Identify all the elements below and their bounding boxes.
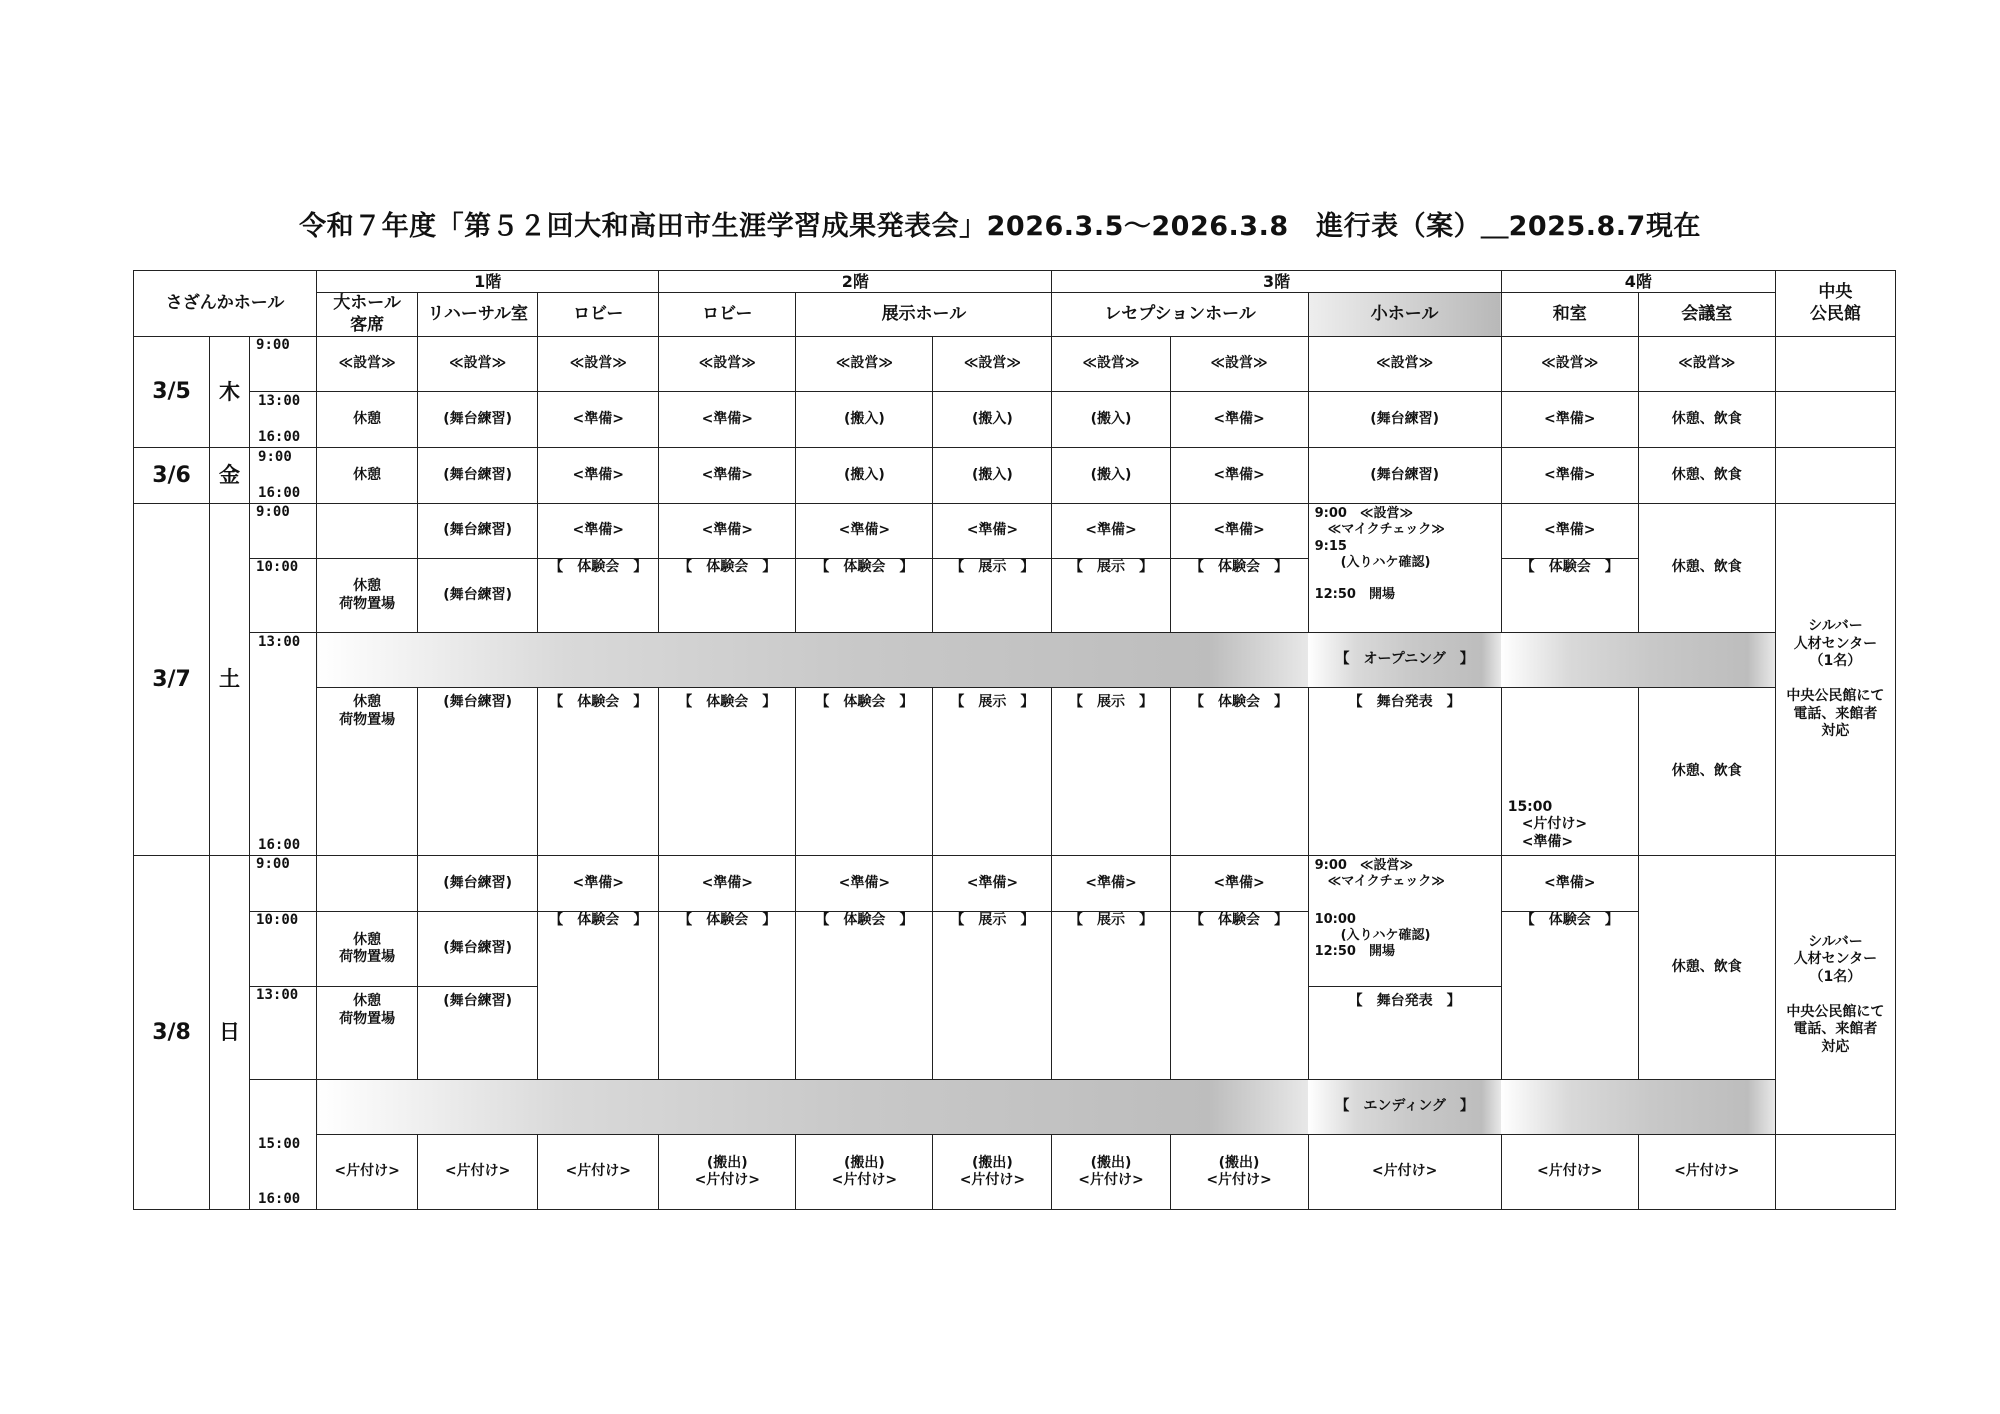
cell: 【 舞台発表 】 xyxy=(1308,688,1501,856)
cell: 休憩、飲食 xyxy=(1638,856,1775,1080)
small-hall-setup: 9:00 ≪設営≫ ≪マイクチェック≫ xyxy=(1308,856,1501,912)
cell: <準備> xyxy=(1170,448,1308,504)
cell: 【 体験会 】 xyxy=(796,688,933,856)
cell: ≪設営≫ xyxy=(1052,337,1170,392)
cell: <準備> xyxy=(659,856,796,912)
cell: 【 体験会 】 xyxy=(1501,559,1638,633)
cell: 【 体験会 】 xyxy=(659,688,796,856)
time-range xyxy=(250,448,317,504)
cell: (搬入) xyxy=(1052,392,1170,448)
floor-4-header: 4階 xyxy=(1501,271,1775,293)
cell: ≪設営≫ xyxy=(1638,337,1775,392)
time-label: 16:00 xyxy=(258,484,301,501)
day-date: 3/5 xyxy=(134,337,210,448)
day-date: 3/7 xyxy=(134,504,210,856)
cell: (搬入) xyxy=(933,448,1052,504)
cell xyxy=(1775,1135,1895,1210)
cell: (搬出) <片付け> xyxy=(796,1135,933,1210)
cell: (舞台練習) xyxy=(418,856,538,912)
cell: 休憩 xyxy=(317,448,418,504)
small-hall-morning-schedule: 10:00 (入りハケ確認) 12:50 開場 xyxy=(1308,912,1501,987)
time-label: 13:00 xyxy=(250,987,317,1080)
cell: <準備> xyxy=(538,392,659,448)
time-spacer xyxy=(250,1080,317,1135)
cell: ≪設営≫ xyxy=(1308,337,1501,392)
silver-center-note: シルバー 人材センター （1名） 中央公民館にて 電話、来館者 対応 xyxy=(1775,504,1895,856)
cell: 【 体験会 】 xyxy=(1501,912,1638,1080)
cell: <片付け> xyxy=(418,1135,538,1210)
time-label: 16:00 xyxy=(258,836,301,853)
cell: 【 展示 】 xyxy=(1052,559,1170,633)
cell: 【 体験会 】 xyxy=(796,559,933,633)
cell: 【 舞台発表 】 xyxy=(1308,987,1501,1080)
time-label: 9:00 xyxy=(250,337,317,392)
room-lobby-2f: ロビー xyxy=(659,293,796,337)
room-rehearsal: リハーサル室 xyxy=(418,293,538,337)
cell: (舞台練習) xyxy=(418,987,538,1080)
cell: <準備> xyxy=(1501,448,1638,504)
cell: <準備> xyxy=(1170,392,1308,448)
cell: 休憩 荷物置場 xyxy=(317,987,418,1080)
cell: <準備> xyxy=(1501,392,1638,448)
floor-2-header: 2階 xyxy=(659,271,1052,293)
cell: (舞台練習) xyxy=(418,688,538,856)
cell: <準備> xyxy=(659,504,796,559)
cell: (搬出) <片付け> xyxy=(933,1135,1052,1210)
cell: <片付け> xyxy=(538,1135,659,1210)
washitsu-afternoon-schedule: 15:00 <片付け> <準備> xyxy=(1501,688,1638,856)
room-lobby-1f: ロビー xyxy=(538,293,659,337)
cell: (舞台練習) xyxy=(418,559,538,633)
time-label: 13:00 xyxy=(258,393,301,409)
cell: 【 体験会 】 xyxy=(538,688,659,856)
cell: 【 展示 】 xyxy=(933,912,1052,1080)
cell: <準備> xyxy=(538,504,659,559)
cell xyxy=(1775,337,1895,392)
time-label: 13:00 xyxy=(258,634,301,650)
cell: <準備> xyxy=(933,504,1052,559)
page-title: 令和７年度「第５２回大和高田市生涯学習成果発表会」2026.3.5～2026.3.8 進行表（案）＿2025.8.7現在 xyxy=(299,211,1701,242)
cell: ≪設営≫ xyxy=(796,337,933,392)
cell: <片付け> xyxy=(1501,1135,1638,1210)
cell: <準備> xyxy=(1170,504,1308,559)
cell: 休憩、飲食 xyxy=(1638,392,1775,448)
cell: <準備> xyxy=(659,392,796,448)
cell: <準備> xyxy=(1052,856,1170,912)
cell: 【 展示 】 xyxy=(933,559,1052,633)
cell: <準備> xyxy=(1052,504,1170,559)
floor-1-header: 1階 xyxy=(317,271,659,293)
cell: <準備> xyxy=(933,856,1052,912)
cell: 【 体験会 】 xyxy=(1170,688,1308,856)
cell: 【 体験会 】 xyxy=(796,912,933,1080)
cell: <準備> xyxy=(538,448,659,504)
day-weekday: 日 xyxy=(210,856,250,1210)
ending-label: 【 エンディング 】 xyxy=(1308,1080,1501,1135)
room-kaigishitsu: 会議室 xyxy=(1638,293,1775,337)
cell: (搬出) <片付け> xyxy=(659,1135,796,1210)
schedule-table xyxy=(133,270,1896,1210)
time-label: 9:00 xyxy=(258,449,292,465)
cell: 【 体験会 】 xyxy=(538,559,659,633)
opening-label: 【 オープニング 】 xyxy=(1308,633,1501,688)
cell: (舞台練習) xyxy=(1308,392,1501,448)
cell: <片付け> xyxy=(1308,1135,1501,1210)
cell: ≪設営≫ xyxy=(418,337,538,392)
cell: 休憩、飲食 xyxy=(1638,448,1775,504)
chuo-kominkan-header: 中央 公民館 xyxy=(1775,271,1895,337)
ending-band xyxy=(1501,1080,1775,1135)
ending-band xyxy=(317,1080,1308,1135)
cell: 休憩 荷物置場 xyxy=(317,912,418,987)
cell: 【 体験会 】 xyxy=(1170,559,1308,633)
time-label: 9:00 xyxy=(250,504,317,559)
cell: 【 体験会 】 xyxy=(659,559,796,633)
venue-header: さざんかホール xyxy=(134,271,317,337)
time-label: 16:00 xyxy=(258,428,301,445)
cell: ≪設営≫ xyxy=(659,337,796,392)
cell: 【 体験会 】 xyxy=(659,912,796,1080)
cell: 【 展示 】 xyxy=(933,688,1052,856)
room-reception-hall: レセプションホール xyxy=(1052,293,1308,337)
cell: ≪設営≫ xyxy=(538,337,659,392)
cell xyxy=(1775,392,1895,448)
cell: (舞台練習) xyxy=(418,448,538,504)
day-weekday: 金 xyxy=(210,448,250,504)
room-tenji-hall: 展示ホール xyxy=(796,293,1052,337)
floor-3-header: 3階 xyxy=(1052,271,1501,293)
cell: 休憩、飲食 xyxy=(1638,688,1775,856)
cell: (搬出) <片付け> xyxy=(1170,1135,1308,1210)
room-daihall: 大ホール 客席 xyxy=(317,293,418,337)
cell: 【 体験会 】 xyxy=(538,912,659,1080)
cell: <準備> xyxy=(538,856,659,912)
cell: 休憩、飲食 xyxy=(1638,504,1775,633)
time-range xyxy=(250,633,317,856)
cell: <準備> xyxy=(1170,856,1308,912)
cell: 【 展示 】 xyxy=(1052,688,1170,856)
small-hall-morning-schedule: 9:00 ≪設営≫ ≪マイクチェック≫ 9:15 (入りハケ確認) 12:50 開場 xyxy=(1308,504,1501,633)
cell: (搬入) xyxy=(933,392,1052,448)
opening-band xyxy=(1501,633,1775,688)
day-weekday: 土 xyxy=(210,504,250,856)
cell: <準備> xyxy=(796,856,933,912)
day-date: 3/8 xyxy=(134,856,210,1210)
cell: <準備> xyxy=(796,504,933,559)
cell: ≪設営≫ xyxy=(1170,337,1308,392)
cell xyxy=(317,856,418,912)
room-washitsu: 和室 xyxy=(1501,293,1638,337)
cell: 【 展示 】 xyxy=(1052,912,1170,1080)
time-label: 16:00 xyxy=(258,1190,301,1207)
cell: (舞台練習) xyxy=(418,392,538,448)
cell xyxy=(1775,448,1895,504)
room-small-hall: 小ホール xyxy=(1308,293,1501,337)
cell: ≪設営≫ xyxy=(1501,337,1638,392)
cell: (搬入) xyxy=(1052,448,1170,504)
cell: <準備> xyxy=(1501,504,1638,559)
cell: <片付け> xyxy=(317,1135,418,1210)
cell: (搬入) xyxy=(796,392,933,448)
day-weekday: 木 xyxy=(210,337,250,448)
opening-band xyxy=(317,633,1308,688)
time-label: 10:00 xyxy=(250,559,317,633)
time-label: 10:00 xyxy=(250,912,317,987)
cell: <片付け> xyxy=(1638,1135,1775,1210)
cell: (搬入) xyxy=(796,448,933,504)
cell: (舞台練習) xyxy=(418,912,538,987)
cell xyxy=(317,504,418,559)
cell: (舞台練習) xyxy=(418,504,538,559)
time-range xyxy=(250,392,317,448)
cell: 休憩 荷物置場 xyxy=(317,688,418,856)
silver-center-note: シルバー 人材センター （1名） 中央公民館にて 電話、来館者 対応 xyxy=(1775,856,1895,1135)
cell: 休憩 荷物置場 xyxy=(317,559,418,633)
cell: ≪設営≫ xyxy=(933,337,1052,392)
cell: (搬出) <片付け> xyxy=(1052,1135,1170,1210)
cell: <準備> xyxy=(1501,856,1638,912)
cell: ≪設営≫ xyxy=(317,337,418,392)
cell: 休憩 xyxy=(317,392,418,448)
cell: (舞台練習) xyxy=(1308,448,1501,504)
day-date: 3/6 xyxy=(134,448,210,504)
time-range xyxy=(250,1135,317,1210)
time-label: 15:00 xyxy=(258,1135,301,1152)
time-label: 9:00 xyxy=(250,856,317,912)
cell: 【 体験会 】 xyxy=(1170,912,1308,1080)
cell: <準備> xyxy=(659,448,796,504)
